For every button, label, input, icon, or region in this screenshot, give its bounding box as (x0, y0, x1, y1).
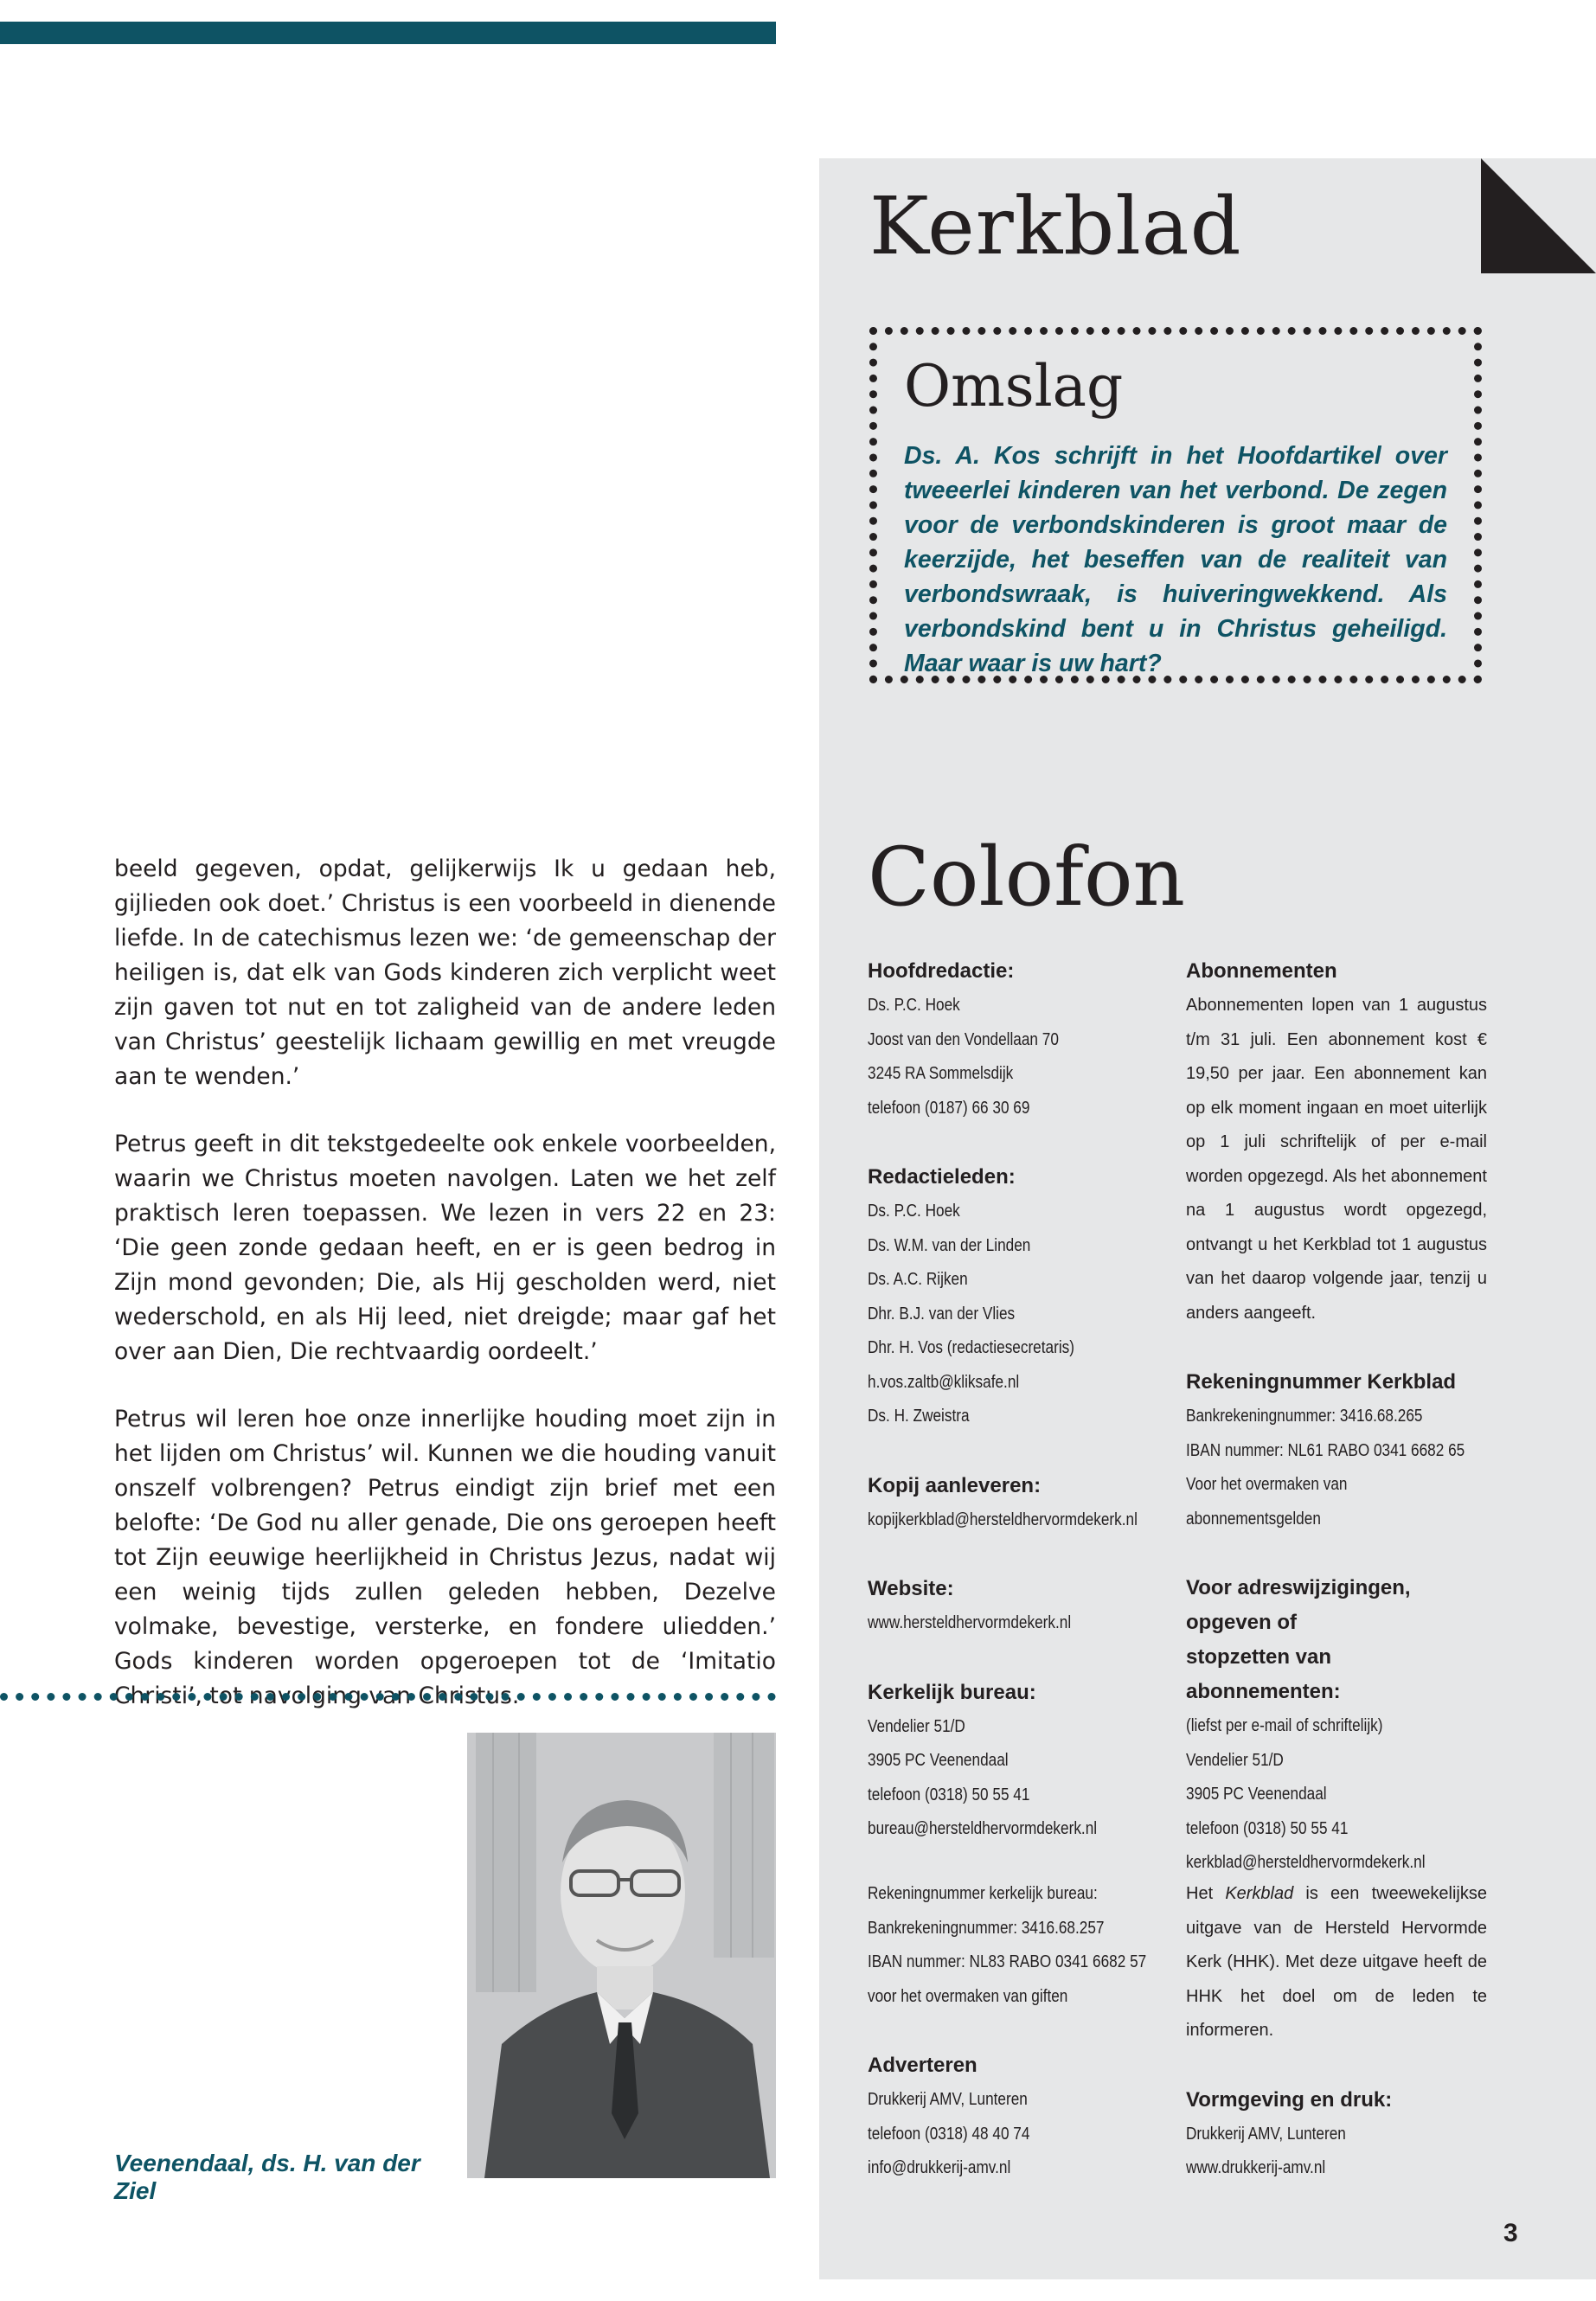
info-line: 3905 PC Veenendaal (868, 1751, 1009, 1770)
rekening-bureau-section (868, 1877, 1188, 2014)
info-line: Bankrekeningnummer: 3416.68.257 (868, 1918, 1105, 1938)
info-line: voor het overmaken van giften (868, 1986, 1068, 2006)
info-line: telefoon (0318) 48 40 74 (868, 2124, 1030, 2144)
info-line: telefoon (0318) 50 55 41 (1186, 1818, 1349, 1838)
info-line: Voor het overmaken van (1186, 1475, 1348, 1494)
photo-caption: Veenendaal, ds. H. van der Ziel (114, 2150, 420, 2204)
about-text-title: Kerkblad (1225, 1884, 1294, 1903)
omslag-title: Omslag (904, 353, 1124, 420)
hoofdredactie-section (868, 954, 1188, 1125)
article-paragraph: Petrus geeft in dit tekstgedeelte ook enkele voorbeelden, waarin we Christus moeten navolgen. Laten we het zelf praktisch leren toepassen. We lezen in vers 22 en 23: ‘Die geen zonde gedaan heeft, en er is geen bedrog in Zijn mond gevonden; Die, als Hij gescholden werd, niet wederschold, en als Hij leed, niet dreigde; maar gaf het over aan Dien, Die rechtvaardig oordeelt.’ (114, 1131, 776, 1365)
section-heading: Redactieleden: (868, 1165, 1016, 1189)
about-text (1186, 1877, 1487, 2048)
page-number: 3 (1503, 2219, 1518, 2247)
article-body (114, 852, 776, 1747)
email-link[interactable]: info@drukkerij-amv.nl (868, 2158, 1011, 2177)
section-heading: Voor adreswijzigingen, (1186, 1576, 1411, 1599)
section-heading: stopzetten van (1186, 1645, 1332, 1669)
article-paragraph: beeld gegeven, opdat, gelijkerwijs Ik u gedaan heb, gijlieden ook doet.’ Christus is een voorbeeld in dienende liefde. In de catechismus lezen we: ‘de gemeenschap der heiligen is, dat elk van Gods kinderen zich verplicht weet zijn gaven tot nut en tot zaligheid van de andere leden van Christus’ geestelijk lichaam gewillig en met vreugde aan te wenden.’ (114, 856, 776, 1090)
info-line: Drukkerij AMV, Lunteren (1186, 2124, 1346, 2144)
corner-triangle (1481, 158, 1596, 273)
bureau-section (868, 1676, 1188, 1847)
info-line: telefoon (0318) 50 55 41 (868, 1785, 1030, 1804)
section-heading: Vormgeving en druk: (1186, 2087, 1393, 2112)
info-line: Bankrekeningnummer: 3416.68.265 (1186, 1407, 1423, 1426)
info-line: Ds. A.C. Rijken (868, 1270, 968, 1289)
section-heading: opgeven of (1186, 1611, 1298, 1634)
section-heading: Abonnementen (1186, 959, 1337, 983)
email-link[interactable]: bureau@hersteldhervormdekerk.nl (868, 1819, 1098, 1838)
about-text-post: is een tweewekelijkse uitgave van de Hersteld Hervormde Kerk (HHK). Met deze uitgave heeft de HHK het doel om de leden te informeren. (1186, 1884, 1487, 2040)
dotted-divider (0, 1693, 776, 1705)
website-section (868, 1572, 1188, 1641)
email-link[interactable]: h.vos.zaltb@kliksafe.nl (868, 1372, 1020, 1392)
colofon-column-left (868, 954, 1188, 1881)
info-line: Ds. P.C. Hoek (868, 1202, 960, 1221)
info-line: Ds. H. Zweistra (868, 1407, 970, 1426)
info-line: Vendelier 51/D (868, 1716, 965, 1736)
info-line: telefoon (0187) 66 30 69 (868, 1098, 1030, 1118)
info-line: Ds. W.M. van der Linden (868, 1235, 1031, 1255)
info-line: (liefst per e-mail of schriftelijk) (1186, 1716, 1383, 1735)
vormgeving-section (1186, 2083, 1506, 2186)
email-link[interactable]: kerkblad@hersteldhervormdekerk.nl (1186, 1853, 1426, 1872)
kopij-section (868, 1469, 1188, 1538)
abonnementen-section (1186, 954, 1506, 1330)
colofon-column-bottom-right (1186, 1877, 1506, 2221)
website-link[interactable]: www.drukkerij-amv.nl (1186, 2158, 1326, 2177)
abonnementen-text: Abonnementen lopen van 1 augustus t/m 31 juli. Een abonnement kost € 19,50 per jaar. Een abonnement kan op elk moment ingaan en moet uiterlijk op 1 juli schriftelijk of per e-mail worden opgezegd. Als het abonnement na 1 augustus wordt opgezegd, ontvangt u het Kerkblad tot 1 augustus van het daarop volgende jaar, tenzij u anders aangeeft. (1186, 996, 1487, 1323)
email-link[interactable]: kopijkerkblad@hersteldhervormdekerk.nl (868, 1509, 1138, 1529)
info-line: Rekeningnummer kerkelijk bureau: (868, 1884, 1098, 1903)
rekening-kerkblad-section (1186, 1365, 1506, 1536)
info-line: abonnementsgelden (1186, 1509, 1321, 1529)
section-heading: Hoofdredactie: (868, 959, 1015, 983)
top-accent-bar (0, 22, 776, 44)
about-text-pre: Het (1186, 1884, 1226, 1903)
colofon-title: Colofon (868, 830, 1186, 925)
info-line: Joost van den Vondellaan 70 (868, 1029, 1059, 1049)
info-line: IBAN nummer: NL61 RABO 0341 6682 65 (1186, 1440, 1465, 1460)
magazine-title: Kerkblad (869, 180, 1242, 272)
info-line: Ds. P.C. Hoek (868, 996, 960, 1015)
portrait-photo (467, 1733, 776, 2178)
info-line: IBAN nummer: NL83 RABO 0341 6682 57 (868, 1952, 1147, 1971)
info-line: Drukkerij AMV, Lunteren (868, 2090, 1028, 2109)
colofon-column-bottom-left (868, 1877, 1188, 2221)
adverteren-section (868, 2048, 1188, 2186)
redactieleden-section (868, 1160, 1188, 1434)
info-line: Dhr. B.J. van der Vlies (868, 1304, 1016, 1324)
website-link[interactable]: www.hersteldhervormdekerk.nl (868, 1613, 1072, 1632)
info-line: Vendelier 51/D (1186, 1750, 1284, 1770)
article-paragraph: Petrus wil leren hoe onze innerlijke houding moet zijn in het lijden om Christus’ wil. Kunnen we die houding vanuit onszelf volbrengen? Petrus eindigt zijn brief met een belofte: ‘De God nu aller genade, Die ons geroepen heeft tot Zijn eeuwige heerlijkheid in Christus Jezus, nadat wij een weinig tijds zullen geleden hebben, Dezelve volmake, bevestige, versterke, en fondere uliedden.’ Gods kinderen worden opgeroepen tot de ‘Imitatio Christi’, tot navolging van Christus. (114, 1406, 776, 1709)
section-heading: Kopij aanleveren: (868, 1473, 1042, 1497)
omslag-text: Ds. A. Kos schrijft in het Hoofdartikel over tweeerlei kinderen van het verbond. De zegen voor de verbondskinderen is groot maar de keerzijde, het beseffen van de realiteit van verbondswraak, is huiveringwekkend. Als verbondskind bent u in Christus geheiligd. Maar waar is uw hart? (904, 442, 1447, 677)
section-heading: abonnementen: (1186, 1680, 1341, 1703)
colofon-column-right (1186, 954, 1506, 1915)
section-heading: Website: (868, 1577, 954, 1600)
adreswijziging-section (1186, 1571, 1506, 1881)
info-line: Dhr. H. Vos (redactiesecretaris) (868, 1338, 1074, 1357)
info-line: 3905 PC Veenendaal (1186, 1785, 1327, 1804)
section-heading: Rekeningnummer Kerkblad (1186, 1370, 1457, 1394)
about-section (1186, 1877, 1506, 2048)
section-heading: Adverteren (868, 2054, 977, 2077)
info-line: 3245 RA Sommelsdijk (868, 1064, 1014, 1083)
section-heading: Kerkelijk bureau: (868, 1680, 1036, 1704)
